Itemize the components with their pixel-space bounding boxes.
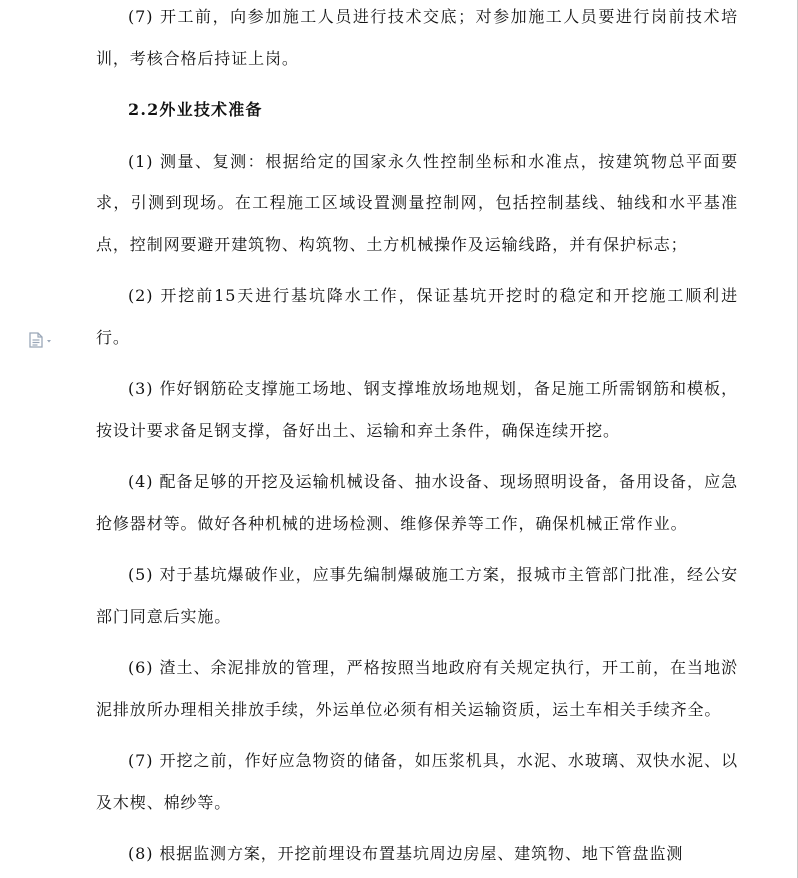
section-heading: 2.2外业技术准备 (128, 100, 263, 119)
paragraph-item-7-training: (7) 开工前，向参加施工人员进行技术交底；对参加施工人员要进行岗前技术培训，考核合格后持证上岗。 (96, 7, 738, 68)
paragraph-item-4-equipment: (4) 配备足够的开挖及运输机械设备、抽水设备、现场照明设备，备用设备，应急抢修器材等。做好各种机械的进场检测、维修保养等工作，确保机械正常作业。 (96, 472, 738, 533)
paragraph-item-8-monitoring: (8) 根据监测方案，开挖前埋设布置基坑周边房屋、建筑物、地下管盘监测 (128, 844, 684, 863)
paragraph-marker-button[interactable] (28, 331, 58, 349)
document-icon (28, 331, 58, 349)
paragraph-item-2-dewatering: (2) 开挖前15天进行基坑降水工作，保证基坑开挖时的稳定和开挖施工顺利进行。 (96, 286, 738, 347)
paragraph-item-6-spoil: (6) 渣土、余泥排放的管理，严格按照当地政府有关规定执行，开工前，在当地淤泥排放所办理相关排放手续，外运单位必须有相关运输资质，运土车相关手续齐全。 (96, 658, 738, 719)
paragraph-item-5-blasting: (5) 对于基坑爆破作业，应事先编制爆破施工方案，报城市主管部门批准，经公安部门同意后实施。 (96, 565, 738, 626)
document-body (96, 0, 738, 878)
paragraph-item-3-support: (3) 作好钢筋砼支撑施工场地、钢支撑堆放场地规划，备足施工所需钢筋和模板，按设计要求备足钢支撑，备好出土、运输和弃土条件，确保连续开挖。 (96, 379, 738, 440)
paragraph-item-1-survey: (1) 测量、复测：根据给定的国家永久性控制坐标和水准点，按建筑物总平面要求，引测到现场。在工程施工区域设置测量控制网，包括控制基线、轴线和水平基准点，控制网要避开建筑物、构筑物、土方机械操作及运输线路，并有保护标志； (96, 151, 738, 254)
caret-down-icon (47, 340, 51, 343)
paragraph-item-7-emergency: (7) 开挖之前，作好应急物资的储备，如压浆机具，水泥、水玻璃、双快水泥、以及木楔、棉纱等。 (96, 751, 738, 812)
